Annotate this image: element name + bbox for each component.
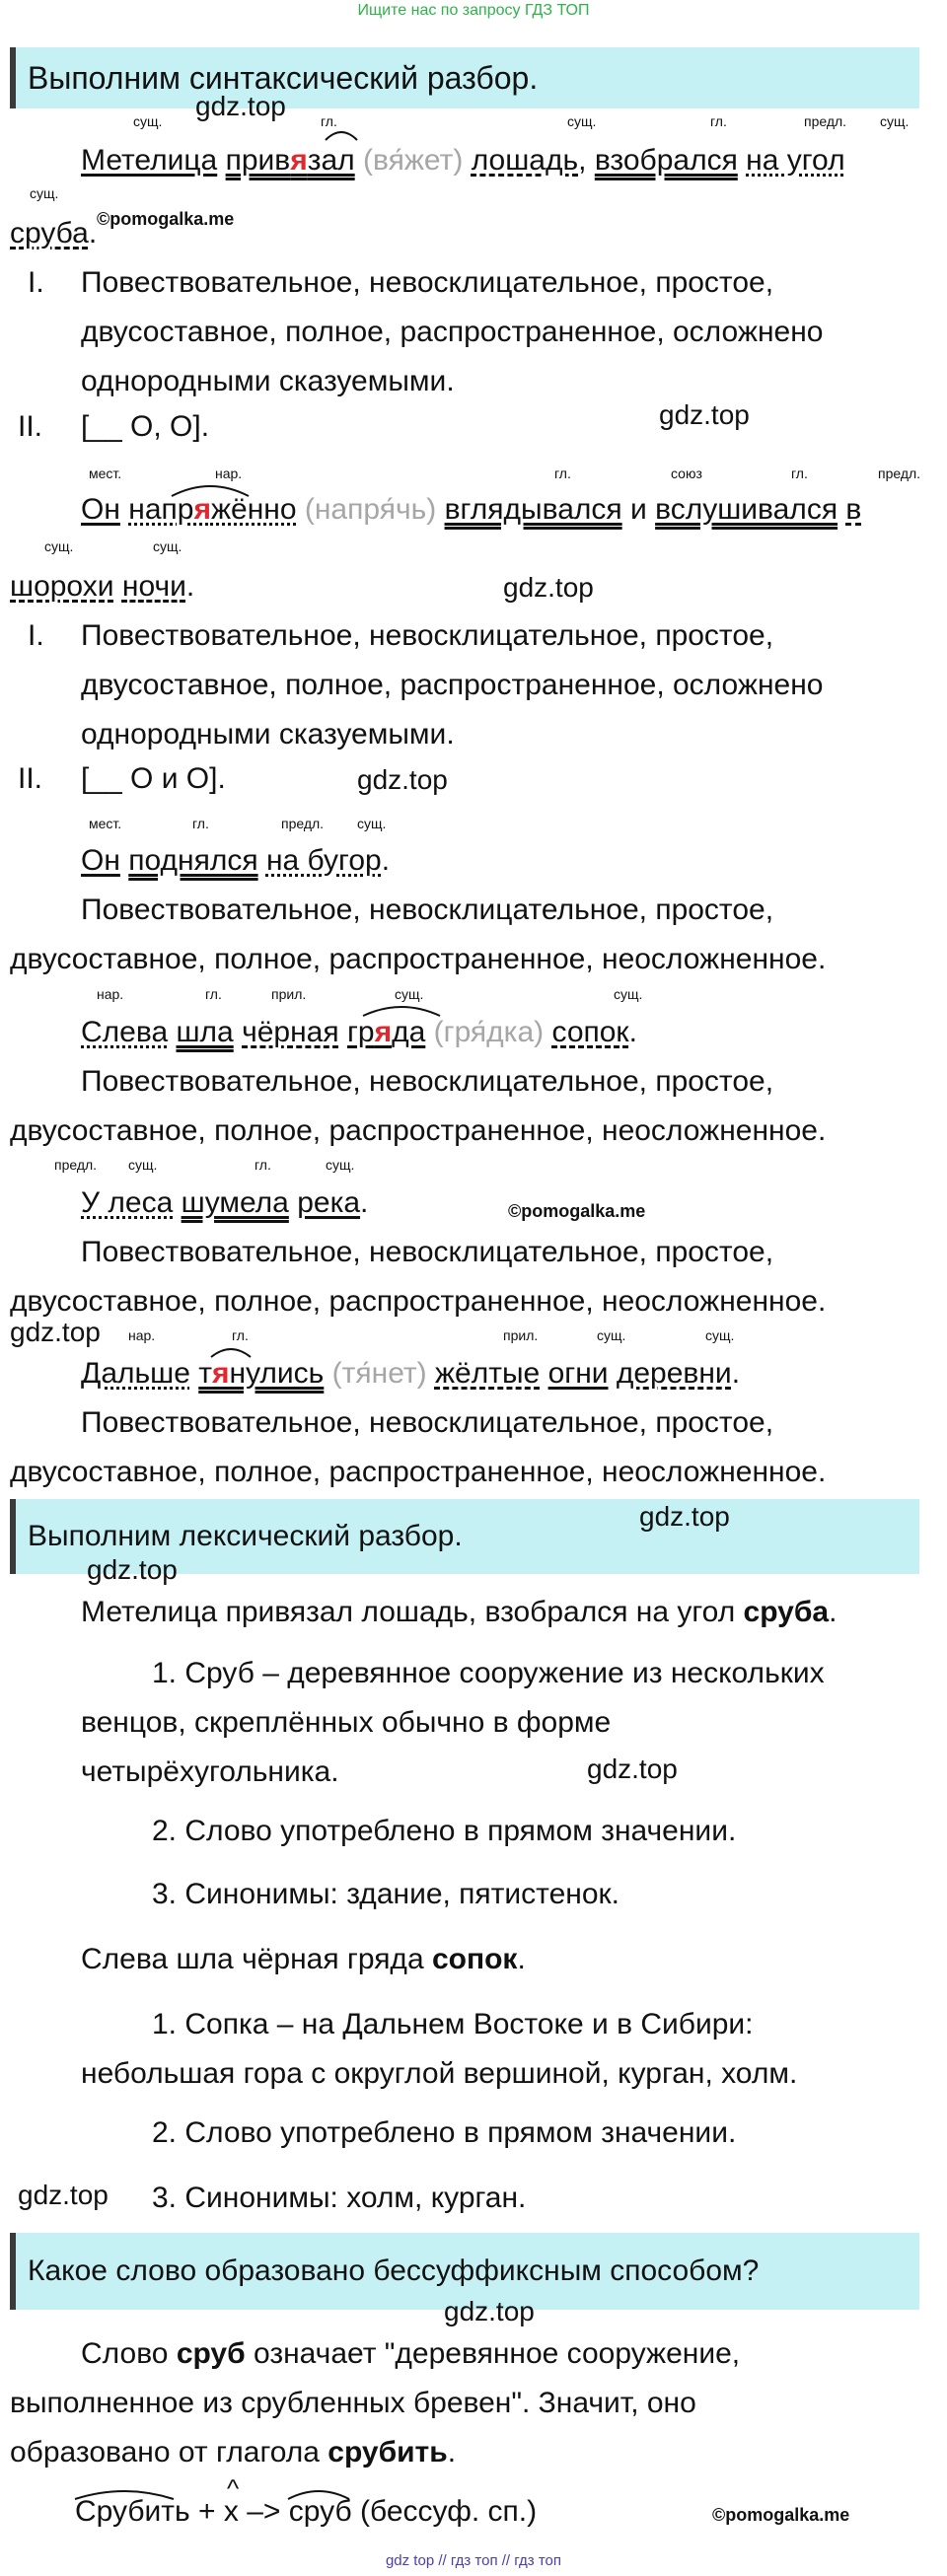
roman-numeral: I. [28,619,44,652]
lexical-2-meaning: 1. Сопка – на Дальнем Востоке и в Сибири: небольшая гора с округлой вершиной, курган, холм. [81,2008,798,2090]
object-word: лошадь [471,144,579,177]
attribute-word: ночи [121,570,186,603]
pos-tag: гл. [321,113,337,129]
subject-word: Метелица [81,144,218,177]
check-word: (вя́жет) [363,144,464,177]
pos-tag: предл. [54,1157,98,1173]
object-word: шорохи [10,570,114,603]
top-banner: Ищите нас по запросу ГДЗ ТОП [357,2,590,19]
attribute-word: жёлтые [434,1357,541,1390]
pos-tag: сущ. [133,113,163,129]
predicate-word: шла [176,1016,234,1048]
lexical-1-usage: 2. Слово употреблено в прямом значении. [152,1815,737,1847]
lexical-heading: Выполним лексический разбор. [10,1499,919,1574]
bottom-banner: gdz top // гдз топ // гдз топ [385,2552,562,2569]
adverbial-word: на бугор [265,844,382,877]
sentence-1-cont: сруба. [10,217,98,250]
watermark-gdz: gdz.top [87,1554,178,1585]
roman-numeral: I. [28,266,44,299]
pos-tag: мест. [89,465,122,481]
pos-tag: мест. [89,816,122,831]
pos-tag: гл. [554,465,571,481]
zero-suffix-hat: ^ [227,2473,240,2503]
sentence-2: Он напряжённо (напря́чь) вглядывался и вслушивался в [81,493,862,526]
lexical-1-meaning: 1. Сруб – деревянное сооружение из нескольких венцов, скреплённых обычно в форме четырёхугольника. [81,1657,825,1788]
predicate-word: взобрался [594,144,738,177]
lexical-2-synonyms: 3. Синонимы: холм, курган. [152,2182,527,2214]
syntax-heading: Выполним синтаксический разбор. [10,47,919,108]
subject-word: гряда [346,1016,426,1048]
pos-tag: гл. [232,1327,249,1343]
sentence-4: Слева шла чёрная гряда (гря́дка) сопок. [81,1016,637,1048]
attribute-word: сруба [10,217,89,250]
watermark-gdz: gdz.top [444,2296,535,2326]
sentence-2-cont: шорохи ночи. [10,570,195,603]
watermark-gdz: gdz.top [10,1317,101,1347]
roman-numeral: II. [18,762,43,795]
sentence-6-desc: Повествовательное, невосклицательное, простое, двусоставное, полное, распространенное, неосложненное. [10,1406,827,1488]
attribute-word: деревни [616,1357,732,1390]
pos-tag: сущ. [614,986,643,1002]
sentence-5-desc: Повествовательное, невосклицательное, простое, двусоставное, полное, распространенное, неосложненное. [10,1236,827,1318]
predicate-word: шумела [181,1186,289,1219]
watermark-gdz: gdz.top [587,1753,678,1784]
watermark-gdz: gdz.top [639,1501,730,1532]
lexical-sentence-2: Слева шла чёрная гряда сопок. [81,1943,526,1975]
watermark-gdz: gdz.top [357,764,448,795]
predicate-word: привязал [225,144,355,177]
sentence-scheme: [__ О, О]. [81,410,210,443]
adverbial-word: Дальше [81,1357,190,1390]
check-word: (гря́дка) [433,1016,545,1048]
subject-word: Он [81,493,120,526]
pos-tag: сущ. [705,1327,735,1343]
pos-tag: сущ. [395,986,424,1002]
predicate-word: вслушивался [655,493,838,526]
attribute-word: чёрная [242,1016,339,1048]
watermark-pomogalka: ©pomogalka.me [508,1201,646,1221]
pos-tag: сущ. [357,816,387,831]
pos-tag: нар. [215,465,243,481]
adverbial-word: напряжённо [128,493,297,526]
subject-word: река [297,1186,361,1219]
formation-line-2: выполненное из срубленных бревен". Значит, оно [10,2387,696,2419]
watermark-gdz: gdz.top [195,91,286,121]
pos-tag: гл. [205,986,222,1002]
pos-tag: предл. [281,816,325,831]
sentence-1: Метелица привязал (вя́жет) лошадь, взобрался на угол [81,144,845,177]
predicate-word: поднялся [128,844,258,877]
sentence-3-desc: Повествовательное, невосклицательное, простое, двусоставное, полное, распространенное, неосложненное. [10,894,827,975]
formation-formula: Срубить + x –> сруб (бессуф. сп.) [75,2495,538,2528]
pos-tag: нар. [97,986,124,1002]
pos-tag: сущ. [44,538,74,554]
sentence-4-desc: Повествовательное, невосклицательное, простое, двусоставное, полное, распространенное, неосложненное. [10,1065,827,1147]
predicate-word: вглядывался [444,493,622,526]
sentence-5: У леса шумела река. [81,1186,369,1219]
pos-tag: нар. [128,1327,156,1343]
watermark-gdz: gdz.top [18,2180,109,2210]
predicate-word: тянулись [198,1357,325,1390]
lexical-sentence-1: Метелица привязал лошадь, взобрался на угол сруба. [81,1596,838,1628]
pos-tag: прил. [503,1327,539,1343]
pos-tag: гл. [192,816,209,831]
check-word: (напря́чь) [304,493,437,526]
sentence-1-desc: Повествовательное, невосклицательное, простое, двусоставное, полное, распространенное, осложнено однородными сказуемыми. [81,266,824,397]
formation-line-3: образовано от глагола срубить. [10,2436,457,2469]
pos-tag: сущ. [597,1327,626,1343]
pos-tag: прил. [271,986,307,1002]
adverbial-word: У леса [81,1186,174,1219]
sentence-3: Он поднялся на бугор. [81,844,391,877]
pos-tag: сущ. [128,1157,158,1173]
pos-tag: сущ. [880,113,910,129]
sentence-2-desc: Повествовательное, невосклицательное, простое, двусоставное, полное, распространенное, осложнено однородными сказуемыми. [81,619,824,751]
subject-word: Он [81,844,120,877]
pos-tag: гл. [710,113,727,129]
watermark-pomogalka: ©pomogalka.me [712,2505,850,2525]
attribute-word: сопок [551,1016,629,1048]
lexical-2-usage: 2. Слово употреблено в прямом значении. [152,2116,737,2149]
sentence-6: Дальше тянулись (тя́нет) жёлтые огни деревни. [81,1357,741,1390]
formation-line-1: Слово сруб означает "деревянное сооружение, [81,2337,741,2370]
pos-tag: союз [671,465,702,481]
subject-word: огни [547,1357,609,1390]
adverbial-word: на угол [746,144,845,177]
object-word: в [845,493,862,526]
adverbial-word: Слева [81,1016,169,1048]
watermark-pomogalka: ©pomogalka.me [97,209,235,229]
pos-tag: сущ. [326,1157,355,1173]
formation-heading: Какое слово образовано бессуффиксным способом? [10,2233,919,2310]
watermark-gdz: gdz.top [503,572,594,603]
roman-numeral: II. [18,410,43,443]
pos-tag: сущ. [153,538,182,554]
pos-tag: предл. [804,113,847,129]
pos-tag: сущ. [30,185,59,201]
sentence-scheme: [__ О и О]. [81,762,226,795]
pos-tag: гл. [255,1157,271,1173]
lexical-1-synonyms: 3. Синонимы: здание, пятистенок. [152,1878,619,1910]
pos-tag: гл. [791,465,808,481]
watermark-gdz: gdz.top [659,399,750,430]
pos-tag: предл. [878,465,921,481]
pos-tag: сущ. [567,113,597,129]
check-word: (тя́нет) [331,1357,427,1390]
